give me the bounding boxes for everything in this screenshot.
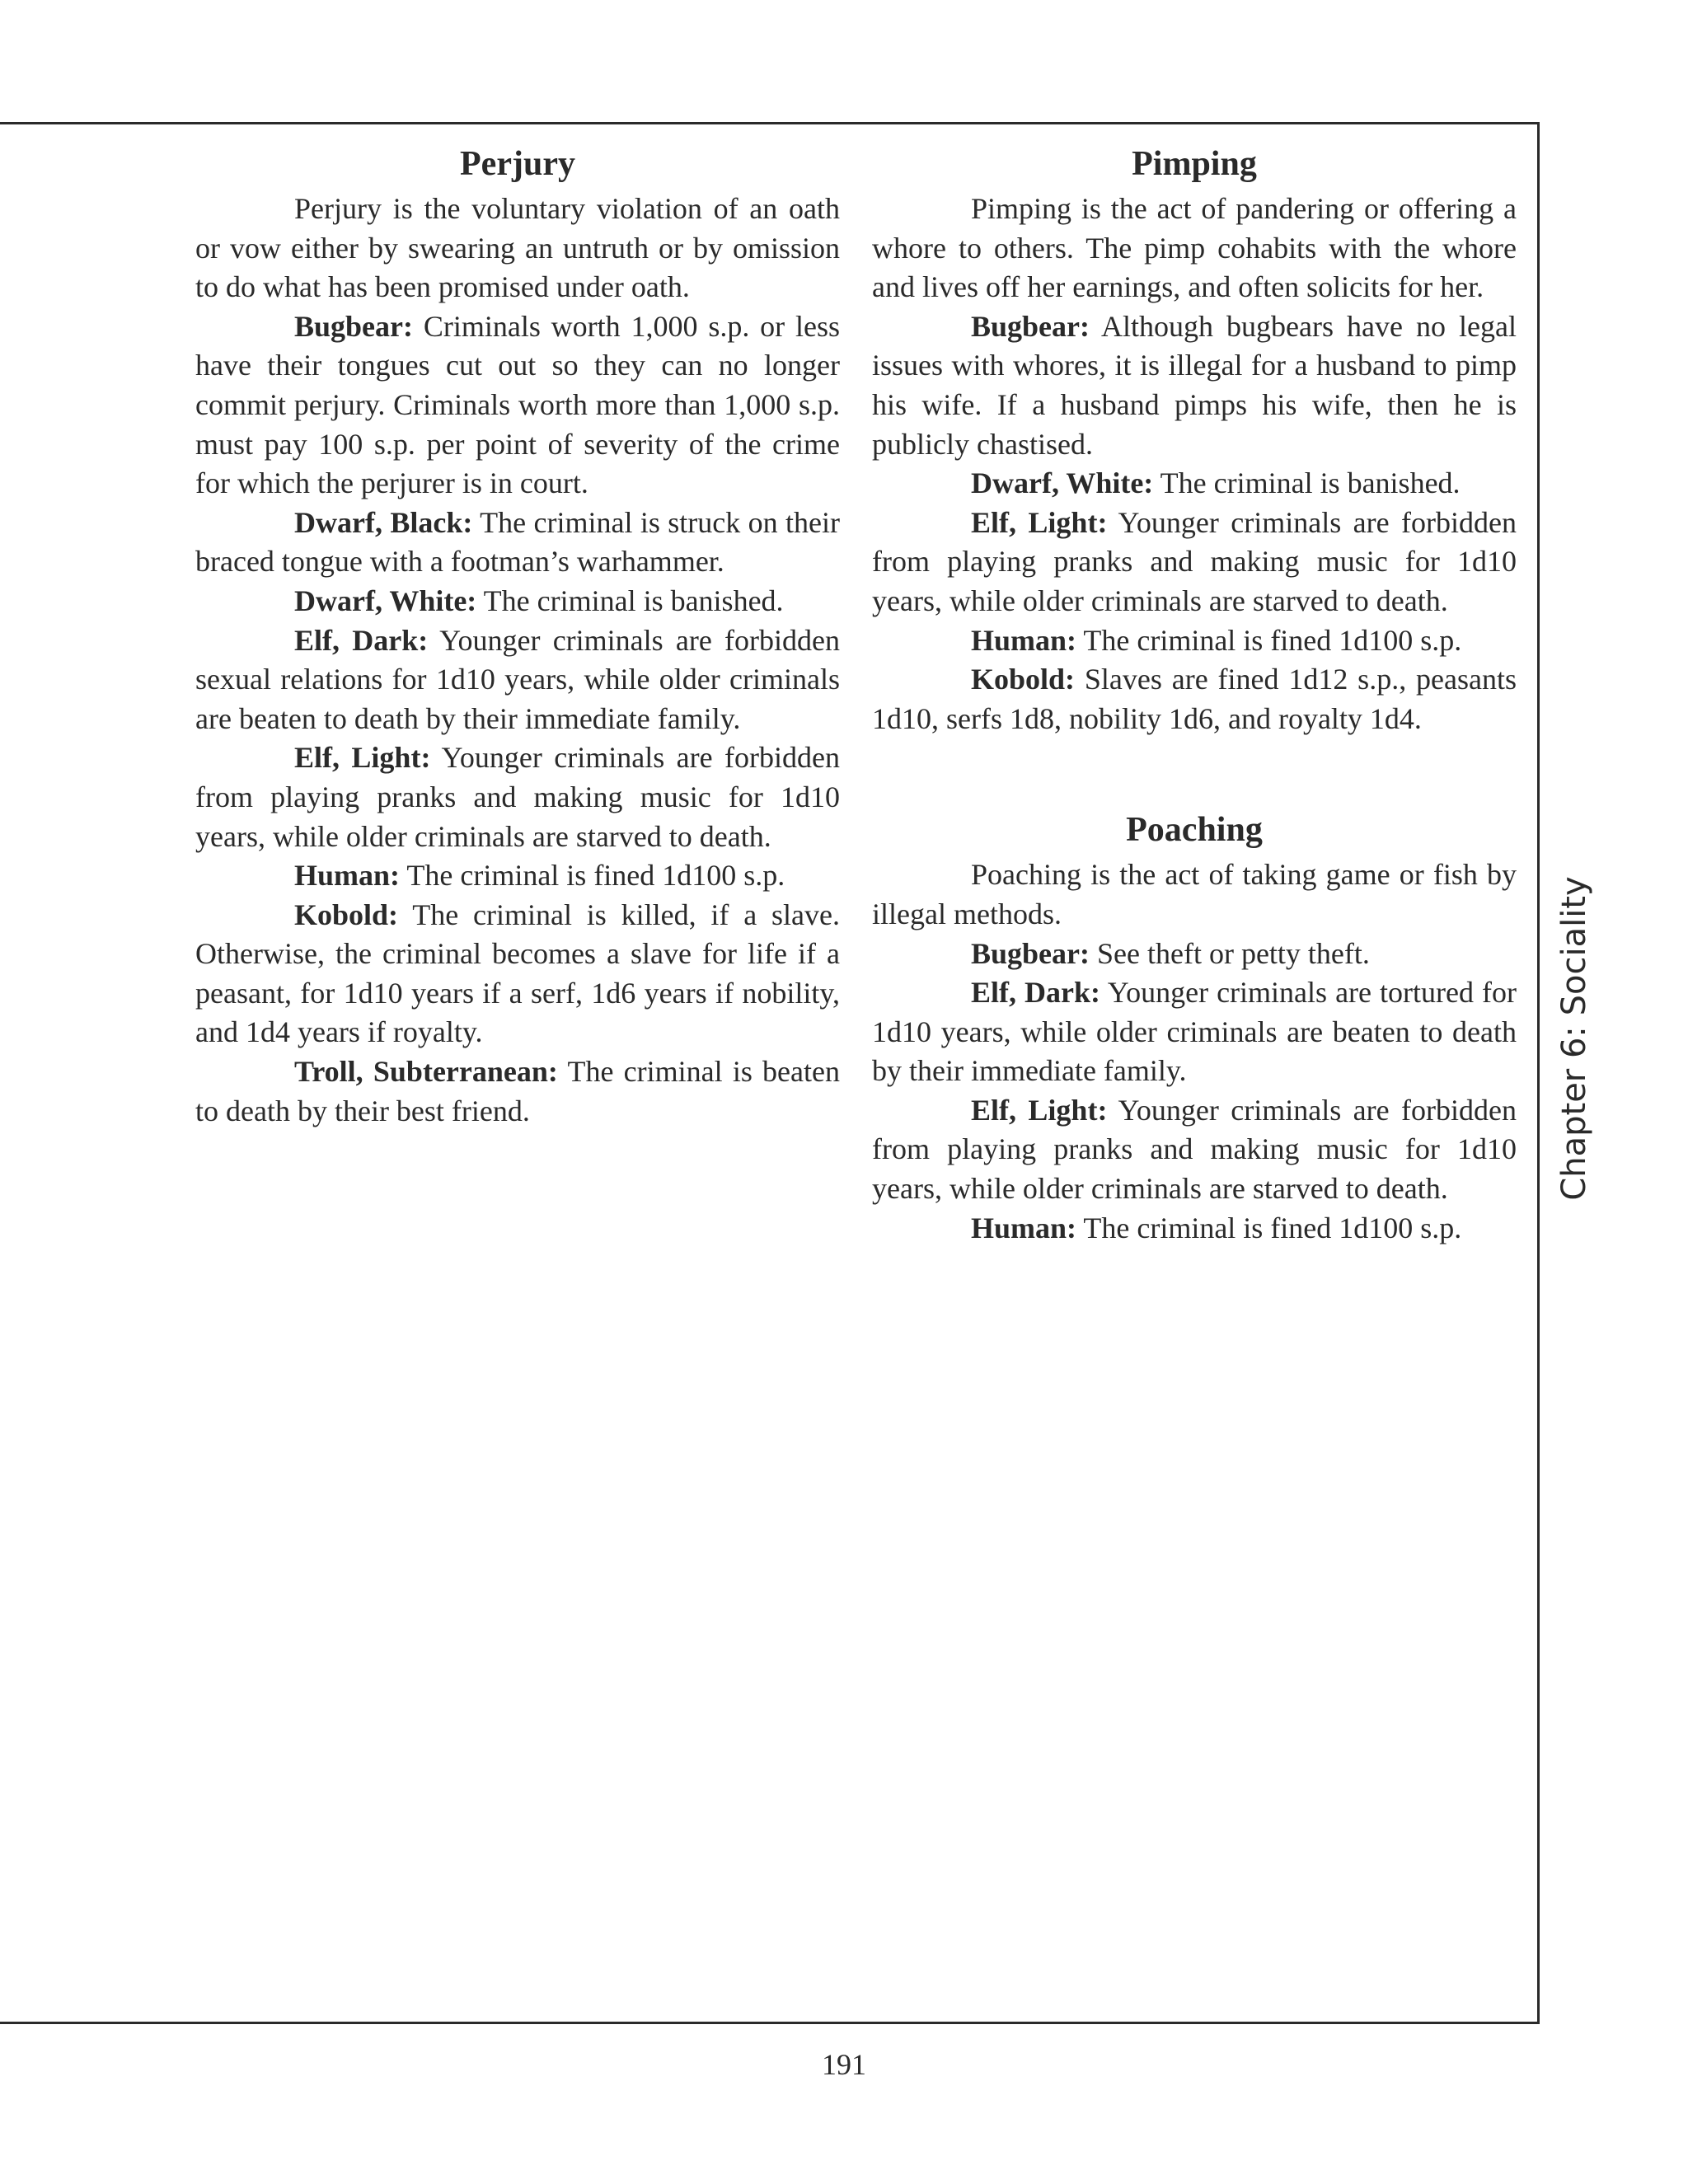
section-title-poaching: Poaching xyxy=(1126,811,1263,850)
section-spacer xyxy=(872,738,1517,808)
paragraph xyxy=(872,660,1517,738)
paragraph-label: Troll, Subterranean: xyxy=(294,1055,558,1089)
paragraph xyxy=(872,1091,1517,1209)
paragraph-label: Elf, Dark: xyxy=(971,976,1101,1010)
paragraph-label: Human: xyxy=(971,1211,1077,1244)
paragraph-label: Elf, Dark: xyxy=(294,623,429,657)
paragraph-text: The criminal is banished. xyxy=(476,583,784,617)
paragraph-text: The criminal is fined 1d100 s.p. xyxy=(400,859,785,893)
paragraph-label: Kobold: xyxy=(971,663,1076,696)
paragraph-label: Bugbear: xyxy=(294,309,413,343)
paragraph xyxy=(872,307,1517,464)
paragraph-label: Elf, Light: xyxy=(971,505,1108,539)
paragraph xyxy=(195,856,840,896)
section-title-perjury: Perjury xyxy=(460,145,575,183)
paragraph-label: Elf, Light: xyxy=(971,1093,1108,1127)
paragraph-label: Dwarf, Black: xyxy=(294,505,473,539)
section-title-pimping: Pimping xyxy=(1132,145,1257,183)
paragraph-label: Dwarf, White: xyxy=(971,466,1154,500)
paragraph-text: The criminal is banished. xyxy=(1153,466,1461,500)
paragraph xyxy=(195,896,840,1052)
paragraph xyxy=(872,973,1517,1091)
paragraph xyxy=(195,738,840,856)
paragraph-text: Criminals worth 1,000 s.p. or less have their tongues cut out so they can no longer commit perjury. Criminals worth more than 1,000 s.p. must pay 100 s.p. per point of severity of the crime for which the perjurer is in court. xyxy=(195,309,840,500)
paragraph xyxy=(195,621,840,739)
paragraph xyxy=(872,621,1517,661)
paragraph xyxy=(872,1209,1517,1249)
paragraph-text: Although bugbears have no legal issues with whores, it is illegal for a husband to pimp his wife. If a husband pimps his wife, then he is publicly chastised. xyxy=(872,309,1517,461)
paragraph-text: The criminal is fined 1d100 s.p. xyxy=(1076,623,1462,657)
paragraph-label: Elf, Light: xyxy=(294,741,431,775)
chapter-label: Chapter 6: Sociality xyxy=(1555,876,1593,1201)
paragraph-text: Poaching is the act of taking game or fish by illegal methods. xyxy=(872,858,1517,930)
paragraph-text: Perjury is the voluntary violation of an oath or vow either by swearing an untruth or by omission to do what has been promised under oath. xyxy=(195,192,840,304)
paragraph-label: Bugbear: xyxy=(971,309,1090,343)
paragraph-label: Human: xyxy=(971,623,1077,657)
paragraph-text: Younger criminals are forbidden from playing pranks and making music for 1d10 years, while older criminals are starved to death. xyxy=(872,1093,1517,1206)
paragraph xyxy=(195,504,840,582)
paragraph-label: Dwarf, White: xyxy=(294,583,477,617)
right-column xyxy=(872,142,1517,1248)
paragraph-text: Younger criminals are tortured for 1d10 years, while older criminals are beaten to death by their immediate family. xyxy=(872,976,1517,1088)
paragraph xyxy=(195,307,840,504)
paragraph xyxy=(872,464,1517,504)
paragraph xyxy=(872,935,1517,974)
paragraph-label: Human: xyxy=(294,859,401,893)
paragraph-text: The criminal is fined 1d100 s.p. xyxy=(1076,1211,1462,1244)
paragraph xyxy=(195,582,840,621)
paragraph-text: The criminal is beaten to death by their best friend. xyxy=(195,1055,840,1127)
paragraph xyxy=(872,190,1517,307)
paragraph-text: Younger criminals are forbidden from playing pranks and making music for 1d10 years, while older criminals are starved to death. xyxy=(195,741,841,853)
paragraph xyxy=(195,190,840,307)
paragraph xyxy=(872,504,1517,621)
paragraph-label: Bugbear: xyxy=(971,936,1090,970)
left-column xyxy=(195,142,840,1131)
paragraph-text: Younger criminals are forbidden from playing pranks and making music for 1d10 years, while older criminals are starved to death. xyxy=(872,505,1517,617)
paragraph xyxy=(195,1052,840,1131)
paragraph-text: Pimping is the act of pandering or offering a whore to others. The pimp cohabits with the whore and lives off her earnings, and often solicits for her. xyxy=(872,192,1517,304)
paragraph-text: See theft or petty theft. xyxy=(1090,936,1370,970)
paragraph-text: Younger criminals are forbidden sexual relations for 1d10 years, while older criminals are beaten to death by their immediate family. xyxy=(195,623,840,735)
paragraph-label: Kobold: xyxy=(294,898,399,931)
paragraph-text: Slaves are fined 1d12 s.p., peasants 1d10, serfs 1d8, nobility 1d6, and royalty 1d4. xyxy=(872,663,1517,735)
paragraph-text: The criminal is killed, if a slave. Otherwise, the criminal becomes a slave for life if a peasant, for 1d10 years if a serf, 1d6 years if nobility, and 1d4 years if royalty. xyxy=(195,898,840,1049)
page-number: 191 xyxy=(822,2048,866,2081)
paragraph-text: The criminal is struck on their braced tongue with a footman’s warhammer. xyxy=(195,505,841,579)
paragraph xyxy=(872,855,1517,934)
